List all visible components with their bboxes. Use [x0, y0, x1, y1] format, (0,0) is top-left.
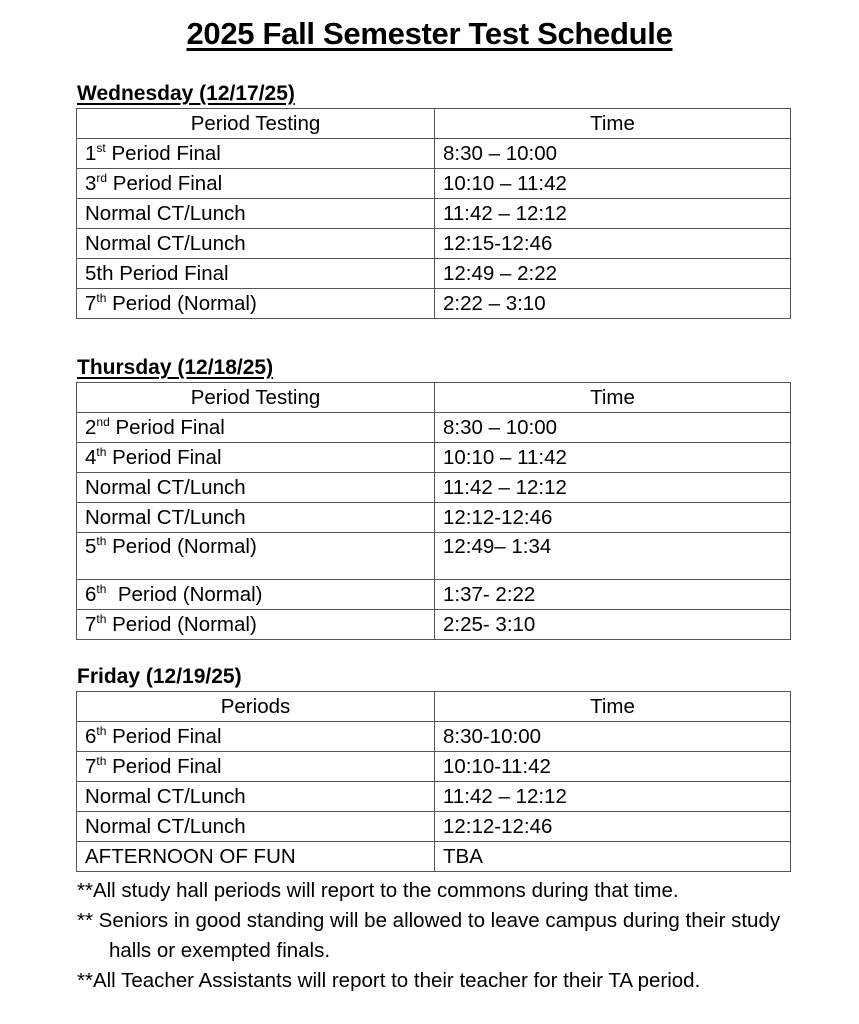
column-header-time: Time	[435, 383, 791, 413]
column-header-period: Period Testing	[77, 109, 435, 139]
period-label: Normal CT/Lunch	[85, 506, 246, 529]
period-cell	[77, 782, 435, 812]
table-row	[77, 722, 791, 752]
period-cell	[77, 139, 435, 169]
period-label: Normal CT/Lunch	[85, 785, 246, 808]
table-row	[77, 169, 791, 199]
column-header-period: Periods	[77, 692, 435, 722]
period-label: Period Final	[105, 142, 221, 165]
period-cell	[77, 722, 435, 752]
period-label: Normal CT/Lunch	[85, 476, 246, 499]
period-number: 6	[85, 583, 97, 606]
table-row	[77, 503, 791, 533]
note-teacher-assistants: **All Teacher Assistants will report to their teacher for their TA period.	[77, 969, 701, 992]
table-row	[77, 580, 791, 610]
period-label: Period (Normal)	[106, 613, 257, 636]
period-number: 7	[85, 755, 97, 778]
period-cell	[77, 842, 435, 872]
table-header-row	[77, 109, 791, 139]
time-cell: 2:22 – 3:10	[435, 289, 791, 319]
period-ordinal: th	[96, 291, 107, 305]
period-ordinal: nd	[96, 415, 110, 429]
period-label: Period (Normal)	[106, 583, 263, 606]
day-heading-friday: Friday (12/19/25)	[77, 665, 242, 688]
time-cell: TBA	[435, 842, 791, 872]
period-number: 5	[85, 535, 97, 558]
column-header-time: Time	[435, 692, 791, 722]
period-cell	[77, 473, 435, 503]
schedule-table-thursday	[76, 382, 791, 640]
time-cell: 12:49– 1:34	[435, 533, 791, 580]
time-cell: 10:10 – 11:42	[435, 169, 791, 199]
table-row	[77, 533, 791, 580]
period-number: 3	[85, 172, 97, 195]
period-cell	[77, 533, 435, 580]
time-cell: 8:30 – 10:00	[435, 413, 791, 443]
table-header-row	[77, 692, 791, 722]
period-number: 1	[85, 142, 97, 165]
table-row	[77, 752, 791, 782]
page-title: 2025 Fall Semester Test Schedule	[186, 16, 673, 51]
time-cell: 8:30-10:00	[435, 722, 791, 752]
period-ordinal: th	[96, 754, 107, 768]
period-cell	[77, 259, 435, 289]
column-header-time: Time	[435, 109, 791, 139]
table-row	[77, 413, 791, 443]
period-number: 4	[85, 446, 97, 469]
time-cell: 12:12-12:46	[435, 812, 791, 842]
period-cell	[77, 413, 435, 443]
period-label: Period Final	[109, 416, 225, 439]
table-header-row	[77, 383, 791, 413]
column-header-period: Period Testing	[77, 383, 435, 413]
period-cell	[77, 289, 435, 319]
period-label: Normal CT/Lunch	[85, 232, 246, 255]
period-cell	[77, 229, 435, 259]
period-label: Period Final	[106, 725, 222, 748]
schedule-table-wednesday	[76, 108, 791, 319]
time-cell: 11:42 – 12:12	[435, 782, 791, 812]
time-cell: 11:42 – 12:12	[435, 473, 791, 503]
notes-section	[77, 876, 817, 996]
time-cell: 10:10 – 11:42	[435, 443, 791, 473]
table-row	[77, 139, 791, 169]
period-ordinal: th	[96, 534, 107, 548]
table-row	[77, 199, 791, 229]
period-ordinal: rd	[96, 171, 108, 185]
period-cell	[77, 503, 435, 533]
period-label: AFTERNOON OF FUN	[85, 845, 296, 868]
time-cell: 11:42 – 12:12	[435, 199, 791, 229]
note-seniors: ** Seniors in good standing will be allowed to leave campus during their study halls or exempted finals.	[77, 909, 781, 962]
time-cell: 12:15-12:46	[435, 229, 791, 259]
time-cell: 12:12-12:46	[435, 503, 791, 533]
time-cell: 10:10-11:42	[435, 752, 791, 782]
period-label: Normal CT/Lunch	[85, 815, 246, 838]
period-label: Period Final	[106, 755, 222, 778]
period-number: 7	[85, 292, 97, 315]
period-label: Period Final	[107, 172, 223, 195]
period-cell	[77, 169, 435, 199]
period-cell	[77, 443, 435, 473]
table-row	[77, 443, 791, 473]
day-heading-thursday: Thursday (12/18/25)	[77, 356, 274, 379]
day-heading-wednesday: Wednesday (12/17/25)	[77, 82, 295, 105]
table-row	[77, 473, 791, 503]
table-row	[77, 782, 791, 812]
schedule-table-friday	[76, 691, 791, 872]
period-label: Period (Normal)	[106, 292, 257, 315]
table-row	[77, 229, 791, 259]
period-ordinal: th	[96, 582, 107, 596]
period-number: 7	[85, 613, 97, 636]
period-ordinal: th	[96, 445, 107, 459]
period-ordinal: th	[96, 724, 107, 738]
period-label: 5th Period Final	[85, 262, 229, 285]
note-study-hall: **All study hall periods will report to the commons during that time.	[77, 879, 679, 902]
time-cell: 2:25- 3:10	[435, 610, 791, 640]
table-row	[77, 812, 791, 842]
period-cell	[77, 610, 435, 640]
period-cell	[77, 580, 435, 610]
period-label: Period Final	[106, 446, 222, 469]
table-row	[77, 289, 791, 319]
period-cell	[77, 812, 435, 842]
table-row	[77, 259, 791, 289]
period-label: Normal CT/Lunch	[85, 202, 246, 225]
period-ordinal: th	[96, 612, 107, 626]
period-cell	[77, 752, 435, 782]
table-row	[77, 842, 791, 872]
time-cell: 12:49 – 2:22	[435, 259, 791, 289]
table-row	[77, 610, 791, 640]
period-cell	[77, 199, 435, 229]
period-ordinal: st	[96, 141, 106, 155]
period-number: 2	[85, 416, 97, 439]
time-cell: 8:30 – 10:00	[435, 139, 791, 169]
period-number: 6	[85, 725, 97, 748]
period-label: Period (Normal)	[106, 535, 257, 558]
time-cell: 1:37- 2:22	[435, 580, 791, 610]
